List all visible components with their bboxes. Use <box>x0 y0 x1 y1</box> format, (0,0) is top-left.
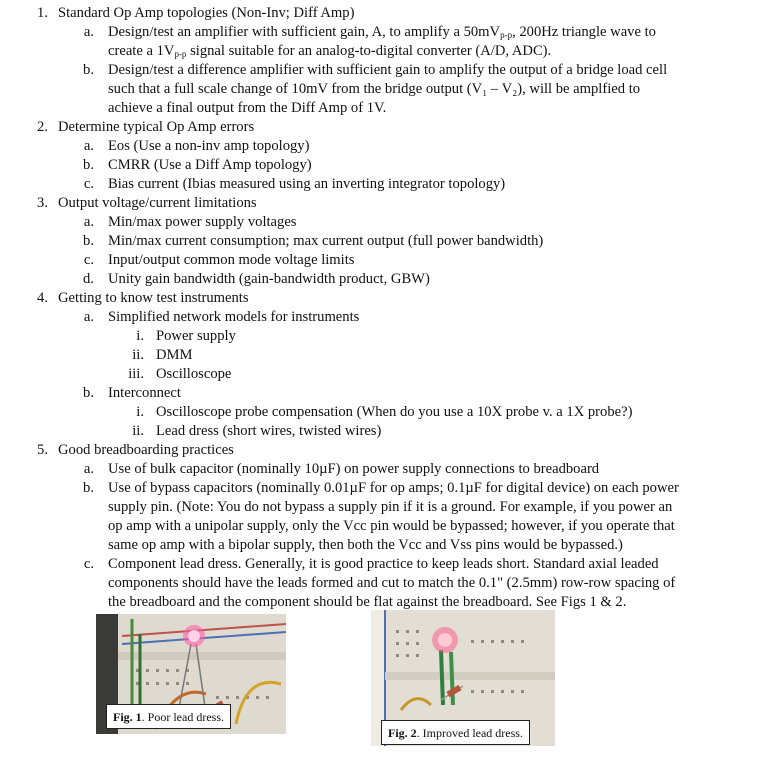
item-4a-iii-text: Oscilloscope <box>156 366 232 382</box>
item-5a-marker: a. <box>83 461 94 477</box>
item-1b-line-2: such that a full scale change of 10mV from the bridge output (V₁ – V₂), will be amplfied to <box>108 81 641 97</box>
item-4b-text: Interconnect <box>108 385 181 401</box>
item-4b-i-marker: i. <box>136 404 144 420</box>
item-3b-marker: b. <box>83 233 94 249</box>
item-3c-text: Input/output common mode voltage limits <box>108 252 355 268</box>
item-4a-ii-text: DMM <box>156 347 193 363</box>
item-3a-text: Min/max power supply voltages <box>108 214 297 230</box>
item-5c-line-1: Component lead dress. Generally, it is good practice to keep leads short. Standard axial leaded <box>108 556 659 572</box>
item-2a-marker: a. <box>83 138 94 154</box>
item-5b-line-4: same op amp with a bipolar supply, then both the Vcc and Vss pins would be bypassed.) <box>108 537 623 553</box>
section-2-title: Determine typical Op Amp errors <box>58 119 255 135</box>
figure-2-caption: Fig. 2. Improved lead dress. <box>381 720 530 745</box>
section-3-title: Output voltage/current limitations <box>58 195 257 211</box>
item-4a-text: Simplified network models for instruments <box>108 309 360 325</box>
item-4b-ii-text: Lead dress (short wires, twisted wires) <box>156 423 382 439</box>
item-2c-text: Bias current (Ibias measured using an inverting integrator topology) <box>108 176 506 192</box>
item-5c-line-3: the breadboard and the component should be flat against the breadboard. See Figs 1 & 2. <box>108 594 627 610</box>
item-5b-line-1: Use of bypass capacitors (nominally 0.01µF for op amps; 0.1µF for digital device) on each power <box>108 480 679 496</box>
item-3d-marker: d. <box>83 271 94 287</box>
item-4b-ii-marker: ii. <box>132 423 144 439</box>
item-4a-marker: a. <box>83 309 94 325</box>
item-4b-marker: b. <box>83 385 94 401</box>
item-5c-line-2: components should have the leads formed and cut to match the 0.1" (2.5mm) row-row spacing of <box>108 575 676 591</box>
section-5-marker: 5. <box>37 442 48 458</box>
item-1a-marker: a. <box>83 24 94 40</box>
item-5c-marker: c. <box>83 556 94 572</box>
section-4-marker: 4. <box>37 290 48 306</box>
item-1b-marker: b. <box>83 62 94 78</box>
item-3a-marker: a. <box>83 214 94 230</box>
item-2a-text: Eos (Use a non-inv amp topology) <box>108 138 310 154</box>
item-1b-line-1: Design/test a difference amplifier with sufficient gain to amplify the output of a bridge load cell <box>108 62 668 78</box>
item-3c-marker: c. <box>83 252 94 268</box>
section-5-title: Good breadboarding practices <box>58 442 234 458</box>
item-3d-text: Unity gain bandwidth (gain-bandwidth product, GBW) <box>108 271 430 287</box>
item-5b-marker: b. <box>83 480 94 496</box>
item-2b-marker: b. <box>83 157 94 173</box>
figure-2-photo <box>371 610 555 746</box>
item-5b-line-3: op amp with a unipolar supply, only the Vcc pin would be bypassed; however, if you operate that <box>108 518 675 534</box>
section-4-title: Getting to know test instruments <box>58 290 249 306</box>
item-2b-text: CMRR (Use a Diff Amp topology) <box>108 157 312 173</box>
figure-1-photo <box>96 614 286 734</box>
item-1a-line-2: create a $1V_{p-p}$ signal suitable for an analog-to-digital converter (A/D, ADC). <box>108 43 552 59</box>
item-5a-text: Use of bulk capacitor (nominally 10µF) on power supply connections to breadboard <box>108 461 600 477</box>
item-4a-i-marker: i. <box>136 328 144 344</box>
section-1-title: Standard Op Amp topologies (Non-Inv; Diff Amp) <box>58 5 355 21</box>
section-1-marker: 1. <box>37 5 48 21</box>
item-4a-iii-marker: iii. <box>128 366 144 382</box>
item-4a-ii-marker: ii. <box>132 347 144 363</box>
item-5b-line-2: supply pin. (Note: You do not bypass a supply pin if it is a ground. For example, if you power an <box>108 499 673 515</box>
item-1a-line-1: Design/test an amplifier with sufficient gain, A, to amplify a $50mV_{p-p}$, 200Hz triangle wave to <box>108 24 656 40</box>
item-1b-line-3: achieve a final output from the Diff Amp of 1V. <box>108 100 387 116</box>
section-3-marker: 3. <box>37 195 48 211</box>
section-2-marker: 2. <box>37 119 48 135</box>
item-2c-marker: c. <box>83 176 94 192</box>
figure-1-caption: Fig. 1. Poor lead dress. <box>106 704 231 729</box>
item-4a-i-text: Power supply <box>156 328 236 344</box>
item-3b-text: Min/max current consumption; max current output (full power bandwidth) <box>108 233 544 249</box>
item-4b-i-text: Oscilloscope probe compensation (When do you use a 10X probe v. a 1X probe?) <box>156 404 633 420</box>
